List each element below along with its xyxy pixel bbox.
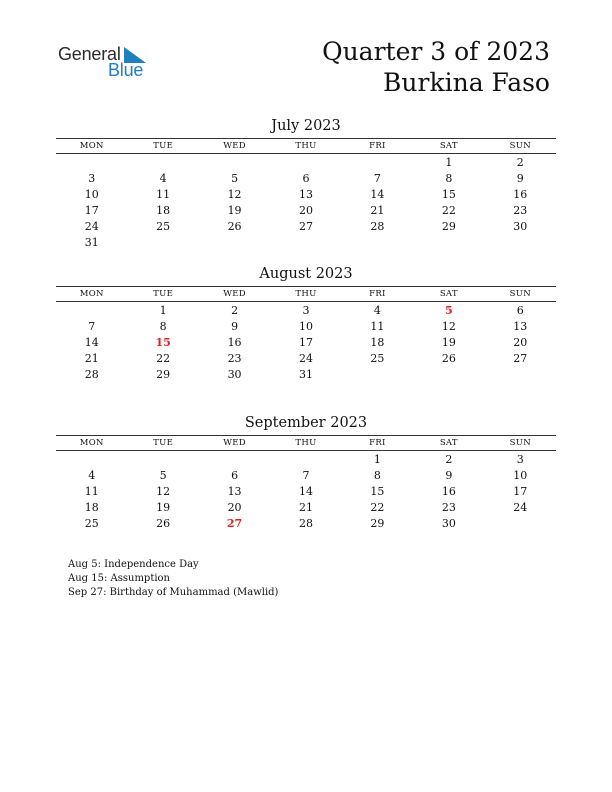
- day-cell: 9: [231, 320, 239, 333]
- empty-day-cell: [127, 235, 198, 251]
- day-cell: 24: [513, 501, 528, 514]
- day-cell: 31: [84, 236, 99, 249]
- day-cell: 20: [298, 204, 313, 217]
- empty-day-cell: [270, 155, 341, 171]
- day-cell: 21: [370, 204, 385, 217]
- day-cell: 2: [445, 453, 453, 466]
- day-cell: 6: [302, 172, 310, 185]
- month-title: August 2023: [259, 266, 353, 282]
- day-cell: 9: [445, 469, 453, 482]
- day-cell: 14: [84, 336, 99, 349]
- weekday-label: SAT: [439, 141, 458, 151]
- quarter-title: Quarter 3 of 2023: [322, 37, 550, 66]
- day-cell: 7: [302, 469, 310, 482]
- day-cell: 30: [227, 368, 242, 381]
- day-cell: 5: [159, 469, 167, 482]
- day-cell: 16: [227, 336, 242, 349]
- holiday-day-cell: 5: [445, 304, 453, 317]
- empty-day-cell: [270, 452, 341, 468]
- day-cell: 25: [370, 352, 385, 365]
- day-grid: [56, 452, 556, 532]
- day-cell: 3: [302, 304, 310, 317]
- weekday-label: FRI: [369, 438, 386, 448]
- day-cell: 22: [441, 204, 456, 217]
- day-cell: 26: [441, 352, 456, 365]
- weekday-label: TUE: [153, 289, 174, 299]
- weekday-label: WED: [223, 141, 246, 151]
- day-cell: 24: [84, 220, 99, 233]
- day-cell: 27: [298, 220, 313, 233]
- empty-day-cell: [342, 367, 413, 383]
- weekday-label: FRI: [369, 141, 386, 151]
- day-cell: 11: [156, 188, 171, 201]
- day-cell: 2: [516, 156, 524, 169]
- day-cell: 28: [298, 517, 313, 530]
- empty-day-cell: [342, 235, 413, 251]
- day-cell: 11: [84, 485, 99, 498]
- day-cell: 20: [227, 501, 242, 514]
- weekday-label: FRI: [369, 289, 386, 299]
- day-cell: 1: [373, 453, 381, 466]
- day-cell: 20: [513, 336, 528, 349]
- day-cell: 19: [156, 501, 171, 514]
- day-cell: 3: [88, 172, 96, 185]
- day-cell: 12: [441, 320, 456, 333]
- empty-day-cell: [270, 235, 341, 251]
- month-title: July 2023: [271, 118, 341, 134]
- empty-day-cell: [342, 155, 413, 171]
- holiday-note: Sep 27: Birthday of Muhammad (Mawlid): [68, 587, 279, 598]
- day-cell: 18: [370, 336, 385, 349]
- weekday-label: WED: [223, 289, 246, 299]
- day-cell: 26: [227, 220, 242, 233]
- empty-day-cell: [56, 303, 127, 319]
- empty-day-cell: [485, 516, 556, 532]
- day-cell: 28: [370, 220, 385, 233]
- day-cell: 23: [227, 352, 242, 365]
- logo-word-blue: Blue: [108, 60, 144, 80]
- day-cell: 27: [513, 352, 528, 365]
- page-title: [322, 36, 550, 98]
- day-cell: 22: [156, 352, 171, 365]
- empty-day-cell: [485, 367, 556, 383]
- day-cell: 5: [231, 172, 239, 185]
- day-cell: 1: [445, 156, 453, 169]
- day-cell: 10: [513, 469, 528, 482]
- empty-day-cell: [199, 235, 270, 251]
- day-grid: [56, 155, 556, 251]
- day-cell: 17: [513, 485, 528, 498]
- weekday-label: SUN: [509, 289, 531, 299]
- day-cell: 12: [156, 485, 171, 498]
- day-grid: [56, 303, 556, 383]
- empty-day-cell: [127, 155, 198, 171]
- day-cell: 29: [156, 368, 171, 381]
- month-july: [56, 116, 556, 251]
- day-cell: 16: [441, 485, 456, 498]
- day-cell: 30: [513, 220, 528, 233]
- empty-day-cell: [56, 155, 127, 171]
- weekday-label: SUN: [509, 438, 531, 448]
- day-cell: 23: [441, 501, 456, 514]
- day-cell: 10: [298, 320, 313, 333]
- day-cell: 24: [298, 352, 313, 365]
- day-cell: 31: [298, 368, 313, 381]
- day-cell: 30: [441, 517, 456, 530]
- day-cell: 18: [156, 204, 171, 217]
- day-cell: 19: [441, 336, 456, 349]
- day-cell: 22: [370, 501, 385, 514]
- day-cell: 13: [513, 320, 528, 333]
- weekday-label: THU: [295, 438, 317, 448]
- empty-day-cell: [413, 235, 484, 251]
- empty-day-cell: [199, 452, 270, 468]
- day-cell: 29: [441, 220, 456, 233]
- day-cell: 10: [84, 188, 99, 201]
- weekday-label: MON: [79, 289, 104, 299]
- weekday-label: THU: [295, 141, 317, 151]
- day-cell: 14: [370, 188, 385, 201]
- day-cell: 3: [516, 453, 524, 466]
- day-cell: 17: [298, 336, 313, 349]
- day-cell: 2: [231, 304, 239, 317]
- weekday-label: SAT: [439, 438, 458, 448]
- weekday-label: TUE: [153, 438, 174, 448]
- holiday-day-cell: 15: [155, 336, 171, 349]
- day-cell: 11: [370, 320, 385, 333]
- logo-word-general: General: [58, 44, 121, 64]
- empty-day-cell: [56, 452, 127, 468]
- weekday-label: WED: [223, 438, 246, 448]
- weekday-label: SAT: [439, 289, 458, 299]
- weekday-label: TUE: [153, 141, 174, 151]
- day-cell: 6: [516, 304, 524, 317]
- day-cell: 26: [156, 517, 171, 530]
- day-cell: 4: [373, 304, 381, 317]
- day-cell: 7: [373, 172, 381, 185]
- day-cell: 15: [441, 188, 456, 201]
- holiday-notes: [68, 558, 278, 600]
- day-cell: 17: [84, 204, 99, 217]
- day-cell: 29: [370, 517, 385, 530]
- day-cell: 4: [88, 469, 96, 482]
- weekday-header: [56, 286, 556, 302]
- day-cell: 8: [445, 172, 453, 185]
- day-cell: 21: [84, 352, 99, 365]
- day-cell: 12: [227, 188, 242, 201]
- month-august: [56, 264, 556, 383]
- holiday-day-cell: 27: [226, 517, 243, 530]
- generalblue-logo: [56, 44, 166, 84]
- day-cell: 25: [156, 220, 171, 233]
- weekday-label: SUN: [509, 141, 531, 151]
- day-cell: 1: [159, 304, 167, 317]
- day-cell: 25: [84, 517, 99, 530]
- weekday-header: [56, 138, 556, 154]
- day-cell: 21: [298, 501, 313, 514]
- holiday-note: Aug 5: Independence Day: [68, 559, 199, 570]
- day-cell: 16: [513, 188, 528, 201]
- day-cell: 7: [88, 320, 96, 333]
- weekday-header: [56, 435, 556, 451]
- holiday-note: Aug 15: Assumption: [68, 573, 171, 584]
- day-cell: 8: [373, 469, 381, 482]
- day-cell: 4: [159, 172, 167, 185]
- empty-day-cell: [413, 367, 484, 383]
- day-cell: 13: [298, 188, 313, 201]
- month-september: [56, 413, 556, 532]
- day-cell: 28: [84, 368, 99, 381]
- day-cell: 15: [370, 485, 385, 498]
- weekday-label: THU: [295, 289, 317, 299]
- day-cell: 23: [513, 204, 528, 217]
- day-cell: 19: [227, 204, 242, 217]
- weekday-label: MON: [79, 438, 104, 448]
- month-title: September 2023: [244, 415, 368, 431]
- day-cell: 9: [516, 172, 524, 185]
- empty-day-cell: [127, 452, 198, 468]
- country-title: Burkina Faso: [383, 68, 550, 97]
- day-cell: 8: [159, 320, 167, 333]
- day-cell: 14: [298, 485, 313, 498]
- weekday-label: MON: [79, 141, 104, 151]
- empty-day-cell: [485, 235, 556, 251]
- day-cell: 13: [227, 485, 242, 498]
- day-cell: 6: [231, 469, 239, 482]
- empty-day-cell: [199, 155, 270, 171]
- day-cell: 18: [84, 501, 99, 514]
